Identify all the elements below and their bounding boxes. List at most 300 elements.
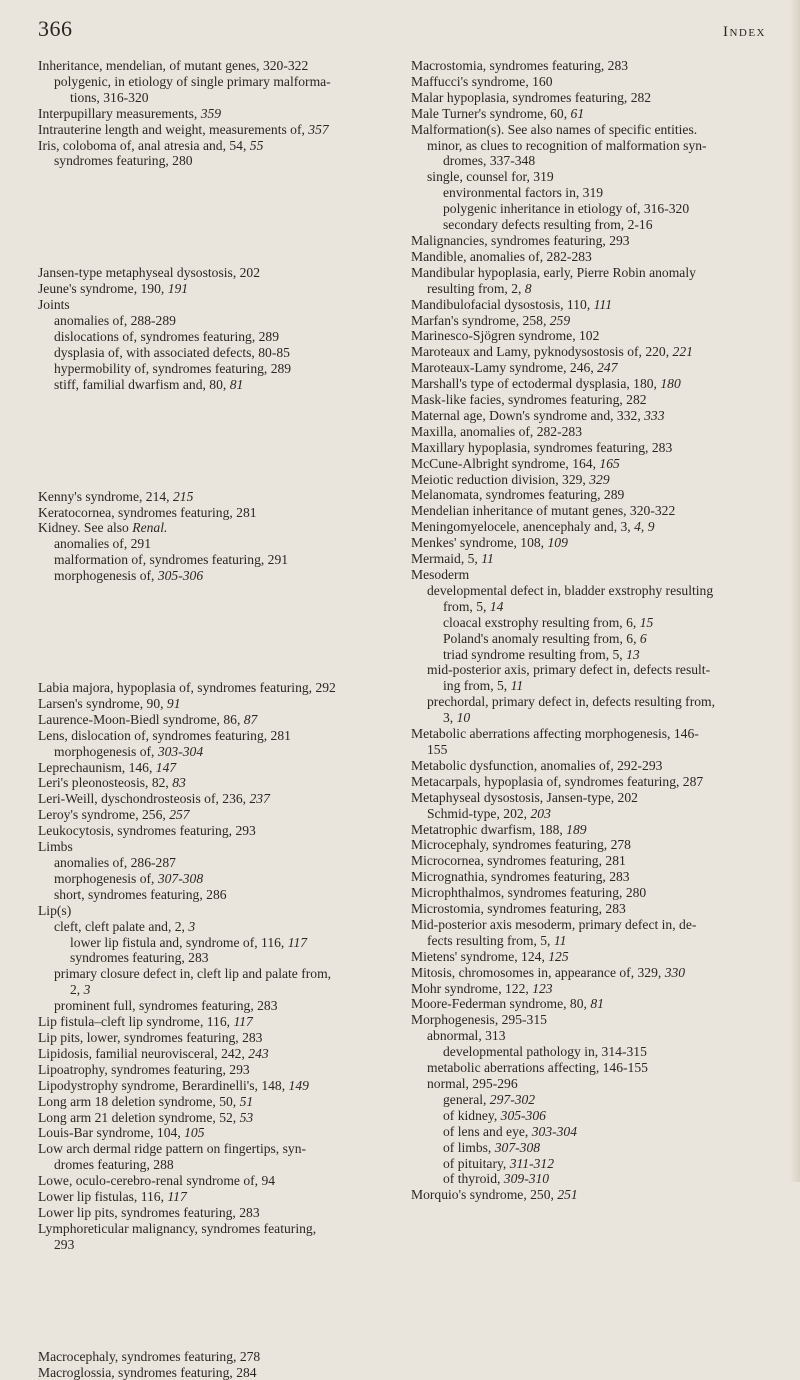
index-entry xyxy=(411,408,786,424)
illustration-page-ref: 105 xyxy=(184,1125,205,1141)
entry-text: Morquio's syndrome, 250, xyxy=(411,1187,558,1203)
index-entry xyxy=(411,392,786,408)
illustration-page-ref: 55 xyxy=(249,137,264,153)
page-number: 366 xyxy=(38,16,73,41)
index-entry xyxy=(411,90,786,106)
entry-text: syndromes featuring, 283 xyxy=(70,950,209,966)
index-subentry xyxy=(54,998,394,1014)
entry-text: dislocations of, syndromes featuring, 289 xyxy=(54,328,280,344)
index-subentry xyxy=(427,933,786,949)
letter-section-gap xyxy=(38,393,394,489)
index-entry xyxy=(411,551,786,567)
entry-text: Kidney. See also xyxy=(38,520,133,536)
index-entry xyxy=(411,869,786,885)
illustration-page-ref: 329 xyxy=(589,471,610,487)
illustration-page-ref: 15 xyxy=(639,614,654,630)
index-subentry xyxy=(443,1124,786,1140)
index-entry xyxy=(38,1205,394,1221)
index-subentry xyxy=(54,74,394,90)
entry-text: Inheritance, mendelian, of mutant genes, 320-322 xyxy=(38,58,309,73)
entry-text: primary closure defect in, cleft lip and palate from, xyxy=(54,966,332,982)
entry-text: mid-posterior axis, primary defect in, defects result- xyxy=(427,662,711,678)
illustration-page-ref: 81 xyxy=(590,996,604,1012)
entry-text: Leukocytosis, syndromes featuring, 293 xyxy=(38,823,256,839)
index-subentry xyxy=(54,345,394,361)
illustration-page-ref: 307-308 xyxy=(494,1139,541,1155)
entry-text: polygenic inheritance in etiology of, 316-320 xyxy=(443,201,690,217)
entry-text: Metatrophic dwarfism, 188, xyxy=(411,821,567,837)
index-subentry xyxy=(443,710,786,726)
illustration-page-ref: 191 xyxy=(167,281,189,297)
index-entry xyxy=(38,1062,394,1078)
index-entry xyxy=(411,74,786,90)
index-entry xyxy=(38,680,394,696)
index-entry xyxy=(38,297,394,313)
illustration-page-ref: 117 xyxy=(287,934,308,950)
index-subentry xyxy=(54,313,394,329)
index-entry xyxy=(38,281,394,297)
illustration-page-ref: 109 xyxy=(547,535,568,551)
entry-text: triad syndrome resulting from, 5, xyxy=(443,646,627,662)
index-subentry xyxy=(54,329,394,345)
entry-text: Lipoatrophy, syndromes featuring, 293 xyxy=(38,1061,250,1077)
index-entry xyxy=(411,901,786,917)
index-entry xyxy=(38,1173,394,1189)
entry-text: Mid-posterior axis mesoderm, primary defect in, de- xyxy=(411,916,697,932)
index-entry xyxy=(38,1110,394,1126)
illustration-page-ref: 61 xyxy=(570,105,585,121)
illustration-page-ref: 357 xyxy=(308,121,329,137)
entry-text: Malar hypoplasia, syndromes featuring, 282 xyxy=(411,89,652,105)
entry-text: morphogenesis of, xyxy=(54,568,158,584)
index-subentry xyxy=(443,647,786,663)
index-subentry xyxy=(427,662,786,678)
illustration-page-ref: 311-312 xyxy=(509,1155,555,1171)
index-entry xyxy=(411,1012,786,1028)
entry-text: Metabolic dysfunction, anomalies of, 292-293 xyxy=(411,757,663,773)
index-subentry xyxy=(54,919,394,935)
entry-text: Lip(s) xyxy=(38,902,72,918)
index-entry xyxy=(411,758,786,774)
index-entry xyxy=(411,965,786,981)
index-subentry xyxy=(443,201,786,217)
index-subentry xyxy=(427,694,786,710)
entry-text: Jansen-type metaphyseal dysostosis, 202 xyxy=(38,265,261,281)
entry-text: 3, xyxy=(443,710,457,726)
index-entry xyxy=(38,775,394,791)
entry-text: Malformation(s). See also names of specific entities. xyxy=(411,121,698,137)
entry-text: anomalies of, 286-287 xyxy=(54,855,176,870)
index-entry xyxy=(411,790,786,806)
entry-text: Long arm 21 deletion syndrome, 52, xyxy=(38,1109,240,1125)
illustration-page-ref: 117 xyxy=(233,1014,253,1030)
index-entry xyxy=(411,328,786,344)
index-subentry xyxy=(54,552,394,568)
entry-text: abnormal, 313 xyxy=(427,1028,506,1044)
illustration-page-ref: 111 xyxy=(593,296,612,312)
index-entry xyxy=(411,885,786,901)
index-subentry xyxy=(54,361,394,377)
index-entry xyxy=(38,807,394,823)
entry-text: Malignancies, syndromes featuring, 293 xyxy=(411,232,630,248)
illustration-page-ref: 247 xyxy=(597,360,618,376)
index-subentry xyxy=(443,1108,786,1124)
index-entry xyxy=(411,949,786,965)
index-entry xyxy=(411,981,786,997)
entry-text: Marinesco-Sjögren syndrome, 102 xyxy=(411,328,600,344)
entry-text: short, syndromes featuring, 286 xyxy=(54,886,227,902)
index-subentry xyxy=(427,138,786,154)
index-entry xyxy=(38,265,394,281)
entry-text: Limbs xyxy=(38,839,73,855)
entry-text: of pituitary, xyxy=(443,1155,510,1171)
illustration-page-ref: 117 xyxy=(167,1189,187,1205)
illustration-page-ref: 165 xyxy=(599,455,620,471)
index-entry xyxy=(411,249,786,265)
entry-text: Joints xyxy=(38,297,70,313)
index-entry xyxy=(38,903,394,919)
entry-text: Maternal age, Down's syndrome and, 332, xyxy=(411,407,645,423)
index-entry xyxy=(38,712,394,728)
entry-text: Lip pits, lower, syndromes featuring, 283 xyxy=(38,1029,263,1045)
index-entry xyxy=(411,774,786,790)
illustration-page-ref: 251 xyxy=(557,1187,578,1203)
index-entry xyxy=(38,1078,394,1094)
entry-text: Metaphyseal dysostosis, Jansen-type, 202 xyxy=(411,789,638,805)
entry-text: Lower lip fistulas, 116, xyxy=(38,1189,168,1205)
entry-text: fects resulting from, 5, xyxy=(427,932,554,948)
index-entry xyxy=(38,823,394,839)
index-entry xyxy=(411,1187,786,1203)
letter-section-gap xyxy=(38,169,394,265)
entry-text: prechordal, primary defect in, defects resulting from, xyxy=(427,694,715,710)
illustration-page-ref: 147 xyxy=(155,759,177,775)
illustration-page-ref: 14 xyxy=(489,598,504,614)
illustration-page-ref: 51 xyxy=(239,1093,254,1109)
entry-text: environmental factors in, 319 xyxy=(443,185,604,201)
entry-text: developmental pathology in, 314-315 xyxy=(443,1044,647,1060)
index-entry xyxy=(411,996,786,1012)
illustration-page-ref: 123 xyxy=(532,980,553,996)
entry-text: Mohr syndrome, 122, xyxy=(411,980,533,996)
index-entry xyxy=(38,489,394,505)
entry-text: Lens, dislocation of, syndromes featuring, 281 xyxy=(38,727,291,743)
index-entry xyxy=(411,503,786,519)
entry-text: normal, 295-296 xyxy=(427,1076,518,1091)
entry-text: lower lip fistula and, syndrome of, 116, xyxy=(70,934,288,950)
entry-text: morphogenesis of, xyxy=(54,743,158,759)
entry-text: Microphthalmos, syndromes featuring, 280 xyxy=(411,885,647,901)
index-entry xyxy=(411,122,786,138)
illustration-page-ref: 6 xyxy=(639,630,647,646)
entry-text: morphogenesis of, xyxy=(54,870,158,886)
entry-text: Microstomia, syndromes featuring, 283 xyxy=(411,901,626,917)
index-subentry xyxy=(70,950,394,966)
entry-text: dromes, 337-348 xyxy=(443,153,536,169)
illustration-page-ref: 180 xyxy=(660,376,681,392)
illustration-page-ref: 91 xyxy=(166,695,181,711)
entry-text: Kenny's syndrome, 214, xyxy=(38,488,173,504)
entry-text: dysplasia of, with associated defects, 80-85 xyxy=(54,344,290,360)
illustration-page-ref: 4, 9 xyxy=(634,519,655,535)
index-entry xyxy=(411,313,786,329)
index-subentry xyxy=(54,855,394,871)
index-entry xyxy=(411,535,786,551)
entry-text: Macrostomia, syndromes featuring, 283 xyxy=(411,58,629,73)
entry-text: Menkes' syndrome, 108, xyxy=(411,535,548,551)
entry-text: Leprechaunism, 146, xyxy=(38,759,156,775)
entry-text: anomalies of, 291 xyxy=(54,536,152,552)
index-subentry xyxy=(54,871,394,887)
index-entry xyxy=(411,265,786,281)
entry-text: Larsen's syndrome, 90, xyxy=(38,695,167,711)
illustration-page-ref: 243 xyxy=(248,1045,269,1061)
index-entry xyxy=(38,106,394,122)
index-entry xyxy=(38,122,394,138)
illustration-page-ref: 297-302 xyxy=(489,1091,536,1107)
entry-text: general, xyxy=(443,1091,490,1107)
entry-text: Mitosis, chromosomes in, appearance of, 329, xyxy=(411,964,665,980)
entry-text: Meiotic reduction division, 329, xyxy=(411,471,590,487)
illustration-page-ref: Renal. xyxy=(132,520,168,536)
index-subentry xyxy=(443,1140,786,1156)
entry-text: cloacal exstrophy resulting from, 6, xyxy=(443,614,640,630)
illustration-page-ref: 307-308 xyxy=(157,870,204,886)
illustration-page-ref: 189 xyxy=(566,821,587,837)
entry-text: Meningomyelocele, anencephaly and, 3, xyxy=(411,519,635,535)
entry-text: of limbs, xyxy=(443,1139,495,1155)
index-entry xyxy=(411,58,786,74)
index-entry xyxy=(38,760,394,776)
entry-text: Leroy's syndrome, 256, xyxy=(38,807,170,823)
entry-text: Macrocephaly, syndromes featuring, 278 xyxy=(38,1348,261,1364)
entry-text: Male Turner's syndrome, 60, xyxy=(411,105,571,121)
index-entry xyxy=(38,58,394,74)
index-subentry xyxy=(443,185,786,201)
index-subentry xyxy=(443,1156,786,1172)
illustration-page-ref: 81 xyxy=(229,376,244,392)
letter-section-gap xyxy=(38,584,394,680)
illustration-page-ref: 303-304 xyxy=(531,1123,578,1139)
index-entry xyxy=(411,853,786,869)
entry-text: Lip fistula–cleft lip syndrome, 116, xyxy=(38,1014,234,1030)
index-entry xyxy=(411,376,786,392)
index-entry xyxy=(411,233,786,249)
entry-text: resulting from, 2, xyxy=(427,280,525,296)
entry-text: polygenic, in etiology of single primary malforma- xyxy=(54,73,331,89)
illustration-page-ref: 333 xyxy=(644,407,665,423)
illustration-page-ref: 149 xyxy=(288,1077,309,1093)
entry-text: Moore-Federman syndrome, 80, xyxy=(411,996,591,1012)
index-entry xyxy=(38,1349,394,1365)
index-entry xyxy=(38,138,394,154)
illustration-page-ref: 8 xyxy=(524,280,532,296)
index-entry xyxy=(411,456,786,472)
index-entry xyxy=(38,520,394,536)
entry-text: Louis-Bar syndrome, 104, xyxy=(38,1125,185,1141)
entry-text: Low arch dermal ridge pattern on fingertips, syn- xyxy=(38,1141,307,1157)
index-subentry xyxy=(54,1237,394,1253)
entry-text: Maroteaux-Lamy syndrome, 246, xyxy=(411,360,598,376)
index-subentry xyxy=(54,966,394,982)
entry-text: hypermobility of, syndromes featuring, 289 xyxy=(54,360,292,376)
index-subentry xyxy=(443,1092,786,1108)
entry-text: Lipidosis, familial neurovisceral, 242, xyxy=(38,1045,249,1061)
index-subentry xyxy=(443,153,786,169)
index-entry xyxy=(411,837,786,853)
entry-text: ing from, 5, xyxy=(443,678,511,694)
index-subentry xyxy=(427,583,786,599)
illustration-page-ref: 87 xyxy=(243,711,258,727)
illustration-page-ref: 330 xyxy=(664,964,686,980)
entry-text: anomalies of, 288-289 xyxy=(54,313,176,329)
illustration-page-ref: 303-304 xyxy=(157,743,204,759)
entry-text: 293 xyxy=(54,1236,75,1252)
entry-text: Marfan's syndrome, 258, xyxy=(411,312,550,328)
entry-text: of lens and eye, xyxy=(443,1123,532,1139)
index-entry xyxy=(411,424,786,440)
index-entry xyxy=(411,440,786,456)
index-entry xyxy=(411,822,786,838)
entry-text: malformation of, syndromes featuring, 291 xyxy=(54,552,289,568)
index-subentry xyxy=(427,742,786,758)
illustration-page-ref: 237 xyxy=(249,791,270,807)
entry-text: McCune-Albright syndrome, 164, xyxy=(411,455,600,471)
index-entry xyxy=(38,839,394,855)
illustration-page-ref: 203 xyxy=(530,805,551,821)
illustration-page-ref: 359 xyxy=(200,105,222,121)
entry-text: Long arm 18 deletion syndrome, 50, xyxy=(38,1093,240,1109)
index-subentry xyxy=(427,281,786,297)
entry-text: Maxillary hypoplasia, syndromes featuring, 283 xyxy=(411,439,673,455)
entry-text: Lower lip pits, syndromes featuring, 283 xyxy=(38,1204,260,1220)
entry-text: stiff, familial dwarfism and, 80, xyxy=(54,376,230,392)
entry-text: Lymphoreticular malignancy, syndromes featuring, xyxy=(38,1220,317,1236)
index-subentry xyxy=(54,536,394,552)
index-subentry xyxy=(427,1076,786,1092)
illustration-page-ref: 3 xyxy=(83,982,91,998)
entry-text: Mandible, anomalies of, 282-283 xyxy=(411,248,592,264)
index-entry xyxy=(38,1125,394,1141)
illustration-page-ref: 221 xyxy=(672,344,693,360)
index-subentry xyxy=(443,678,786,694)
index-entry xyxy=(38,505,394,521)
entry-text: from, 5, xyxy=(443,598,490,614)
entry-text: cleft, cleft palate and, 2, xyxy=(54,918,189,934)
index-entry xyxy=(411,917,786,933)
entry-text: single, counsel for, 319 xyxy=(427,169,554,185)
entry-text: Morphogenesis, 295-315 xyxy=(411,1012,547,1028)
page-edge-shadow xyxy=(790,0,800,1182)
index-entry xyxy=(38,1094,394,1110)
entry-text: Micrognathia, syndromes featuring, 283 xyxy=(411,869,630,885)
entry-text: Jeune's syndrome, 190, xyxy=(38,281,168,297)
entry-text: prominent full, syndromes featuring, 283 xyxy=(54,998,278,1014)
index-subentry xyxy=(443,631,786,647)
entry-text: tions, 316-320 xyxy=(70,89,149,105)
index-entry xyxy=(38,1046,394,1062)
entry-text: syndromes featuring, 280 xyxy=(54,153,193,169)
illustration-page-ref: 11 xyxy=(510,678,524,694)
index-subentry xyxy=(427,169,786,185)
illustration-page-ref: 257 xyxy=(169,807,190,823)
index-entry xyxy=(411,567,786,583)
entry-text: Maroteaux and Lamy, pyknodysostosis of, 220, xyxy=(411,344,673,360)
entry-text: developmental defect in, bladder exstrophy resulting xyxy=(427,582,714,598)
index-entry xyxy=(411,297,786,313)
entry-text: Microcornea, syndromes featuring, 281 xyxy=(411,853,626,869)
entry-text: 155 xyxy=(427,741,448,757)
entry-text: of kidney, xyxy=(443,1107,501,1123)
illustration-page-ref: 11 xyxy=(481,551,494,567)
entry-text: secondary defects resulting from, 2-16 xyxy=(443,217,653,233)
entry-text: Leri's pleonosteosis, 82, xyxy=(38,775,173,791)
index-entry xyxy=(38,1189,394,1205)
illustration-page-ref: 13 xyxy=(626,646,640,662)
entry-text: Mesoderm xyxy=(411,567,470,582)
entry-text: Maxilla, anomalies of, 282-283 xyxy=(411,423,583,439)
entry-text: Mask-like facies, syndromes featuring, 282 xyxy=(411,392,647,408)
index-entry xyxy=(411,360,786,376)
index-entry xyxy=(38,1221,394,1237)
index-subentry xyxy=(70,982,394,998)
index-entry xyxy=(38,1365,394,1380)
index-entry xyxy=(38,696,394,712)
illustration-page-ref: 83 xyxy=(172,775,186,791)
entry-text: Interpupillary measurements, xyxy=(38,105,201,121)
illustration-page-ref: 125 xyxy=(548,948,569,964)
entry-text: 2, xyxy=(70,982,84,998)
index-subentry xyxy=(70,935,394,951)
illustration-page-ref: 305-306 xyxy=(157,568,204,584)
entry-text: Poland's anomaly resulting from, 6, xyxy=(443,630,640,646)
entry-text: Mendelian inheritance of mutant genes, 320-322 xyxy=(411,503,676,519)
entry-text: Lowe, oculo-cerebro-renal syndrome of, 94 xyxy=(38,1173,276,1189)
index-entry xyxy=(411,106,786,122)
illustration-page-ref: 309-310 xyxy=(503,1171,550,1187)
entry-text: Lipodystrophy syndrome, Berardinelli's, 148, xyxy=(38,1077,289,1093)
entry-text: Keratocornea, syndromes featuring, 281 xyxy=(38,504,257,520)
entry-text: Mietens' syndrome, 124, xyxy=(411,948,549,964)
entry-text: of thyroid, xyxy=(443,1171,504,1187)
index-entry xyxy=(411,487,786,503)
index-column-right xyxy=(411,58,786,1203)
index-subentry xyxy=(54,568,394,584)
entry-text: Microcephaly, syndromes featuring, 278 xyxy=(411,837,631,853)
entry-text: minor, as clues to recognition of malformation syn- xyxy=(427,137,707,153)
index-subentry xyxy=(54,887,394,903)
index-subentry xyxy=(54,153,394,169)
illustration-page-ref: 10 xyxy=(456,710,471,726)
entry-text: Mermaid, 5, xyxy=(411,551,482,567)
index-subentry xyxy=(427,1060,786,1076)
index-subentry xyxy=(54,744,394,760)
index-subentry xyxy=(54,1157,394,1173)
entry-text: Schmid-type, 202, xyxy=(427,805,531,821)
entry-text: Labia majora, hypoplasia of, syndromes featuring, 292 xyxy=(38,680,336,696)
index-entry xyxy=(38,1014,394,1030)
index-entry xyxy=(38,728,394,744)
entry-text: Metacarpals, hypoplasia of, syndromes featuring, 287 xyxy=(411,773,704,789)
entry-text: Metabolic aberrations affecting morphogenesis, 146- xyxy=(411,726,699,742)
index-subentry xyxy=(54,377,394,393)
entry-text: Mandibulofacial dysostosis, 110, xyxy=(411,296,594,312)
index-subentry xyxy=(427,1028,786,1044)
entry-text: Maffucci's syndrome, 160 xyxy=(411,73,553,89)
illustration-page-ref: 259 xyxy=(549,312,571,328)
index-entry xyxy=(411,726,786,742)
index-entry xyxy=(38,1030,394,1046)
